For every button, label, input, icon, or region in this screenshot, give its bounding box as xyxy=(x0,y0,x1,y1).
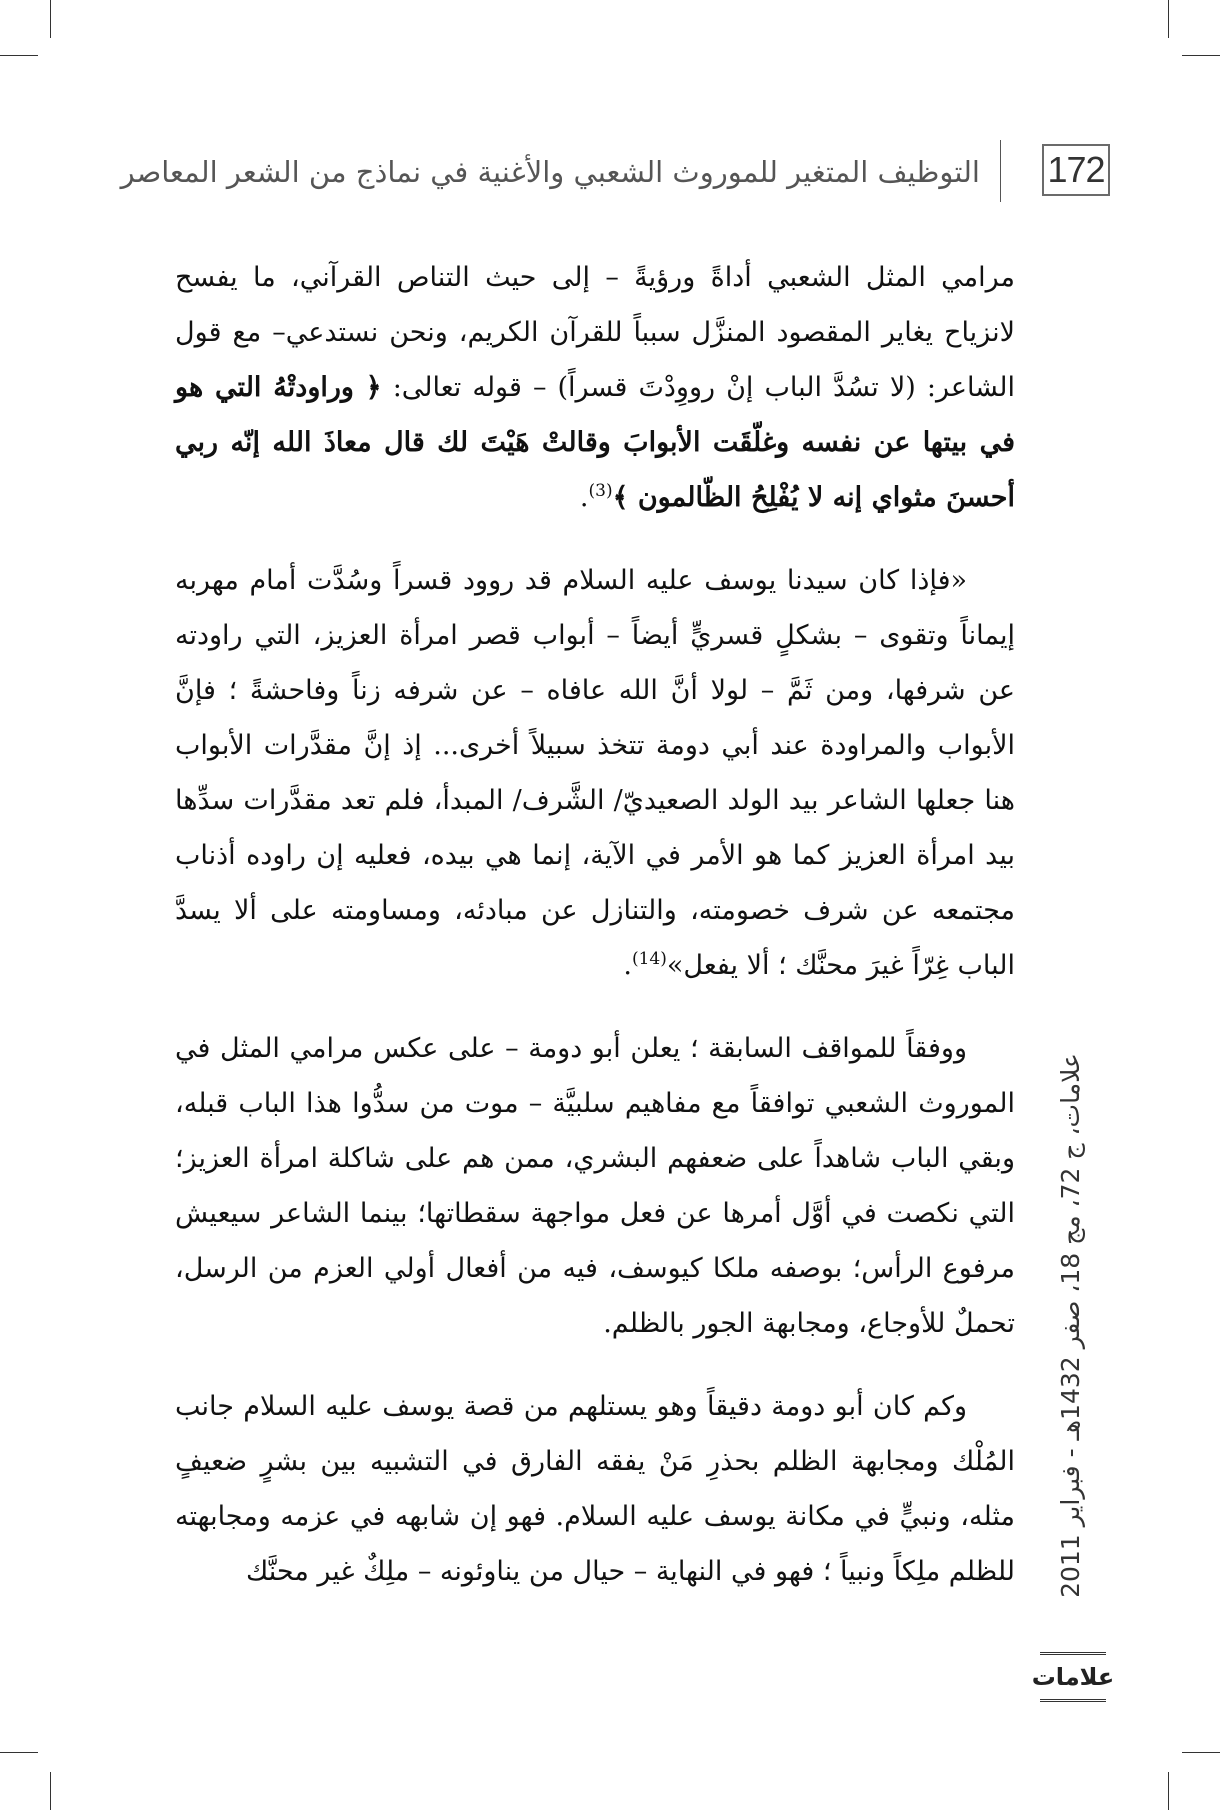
paragraph-3: ووفقاً للمواقف السابقة ؛ يعلن أبو دومة – على عكس مرامي المثل في الموروث الشعبي توافقاً مع مفاهيم سلبيَّة – موت من سدُّوا هذا الباب قبله، وبقي الباب شاهداً على ضعفهم البشري، ممن هم على شاكلة امرأة العزيز؛ التي نكصت في أوَّل أمرها عن فعل مواجهة سقطاتها؛ بينما الشاعر سيعيش مرفوع الرأس؛ بوصفه ملكا كيوسف، فيه من أفعال أولي العزم من الرسل، تحملٌ للأوجاع، ومجابهة الجور بالظلم. xyxy=(175,1033,1015,1339)
paragraph-end: . xyxy=(579,482,589,513)
footnote-ref: (3) xyxy=(588,481,613,501)
paragraph-2 xyxy=(175,553,1015,993)
article-body xyxy=(175,250,1015,1627)
footnote-ref: (14) xyxy=(631,949,667,969)
crop-mark xyxy=(1168,0,1169,38)
paragraph-end: . xyxy=(623,950,632,981)
paragraph-4: وكم كان أبو دومة دقيقاً وهو يستلهم من قصة يوسف عليه السلام جانب المُلْك ومجابهة الظلم بحذرِ مَنْ يفقه الفارق في التشبيه بين بشرٍ ضعيفٍ مثله، ونبيٍّ في مكانة يوسف عليه السلام. فهو إن شابهه في عزمه ومجابهته للظلم ملِكاً ونبياً ؛ فهو في النهاية – حيال من يناوئونه – ملِكٌ غير محنَّك xyxy=(175,1391,1016,1587)
crop-mark xyxy=(50,0,51,38)
crop-mark xyxy=(1182,1752,1220,1753)
paragraph-2-text: «فإذا كان سيدنا يوسف عليه السلام قد روود قسراً وسُدَّت أمام مهربه إيماناً وتقوى – بشكلٍ قسريٍّ أيضاً – أبواب قصر امرأة العزيز، التي راودته عن شرفها، ومن ثَمَّ – لولا أنَّ الله عافاه – عن شرفه زناً وفاحشةً ؛ فإنَّ الأبواب والمراودة عند أبي دومة تتخذ سبيلاً أخرى... إذ إنَّ مقدَّرات الأبواب هنا جعلها الشاعر بيد الولد الصعيديّ/ الشَّرف/ المبدأ، فلم تعد مقدَّرات سدِّها بيد امرأة العزيز كما هو الأمر في الآية، إنما هي بيده، فعليه إن راوده أذناب مجتمعه عن شرف خصومته، والتنازل عن مبادئه، ومساومته على ألا يسدَّ الباب غِرّاً غيرَ محنَّك ؛ ألا يفعل» xyxy=(175,565,1015,981)
page-number: 172 xyxy=(1042,144,1110,196)
crop-mark xyxy=(1182,55,1220,56)
running-header-title: التوظيف المتغير للموروث الشعبي والأغنية في نماذج من الشعر المعاصر xyxy=(120,155,980,189)
crop-mark xyxy=(50,1772,51,1810)
journal-citation: علامات، ج 72، مج 18، صفر 1432هـ - فبراير 2011 xyxy=(1055,1052,1085,1598)
crop-mark xyxy=(1168,1772,1169,1810)
header-divider xyxy=(1000,140,1001,202)
crop-mark xyxy=(0,55,38,56)
crop-mark xyxy=(0,1752,38,1753)
journal-citation-sidebar xyxy=(1040,1000,1100,1650)
quran-quote: ﴿ وراودتْهُ التي هو في بيتها عن نفسه وغلّقَت الأبوابَ وقالتْ هَيْتَ لك قال معاذَ الله إنّه ربي أحسنَ مثواي إنه لا يُفْلِحُ الظّالمون ﴾ xyxy=(175,372,1015,513)
paragraph-1 xyxy=(175,250,1015,525)
paragraph-1-text: مرامي المثل الشعبي أداةً ورؤيةً – إلى حيث التناص القرآني، ما يفسح لانزياح يغاير المقصود المنزَّل سبباً للقرآن الكريم، ونحن نستدعي– مع قول الشاعر: (لا تسُدَّ الباب إنْ رووِدْتَ قسراً) – قوله تعالى: xyxy=(175,262,1016,403)
journal-logo: علامات xyxy=(1040,1652,1106,1702)
